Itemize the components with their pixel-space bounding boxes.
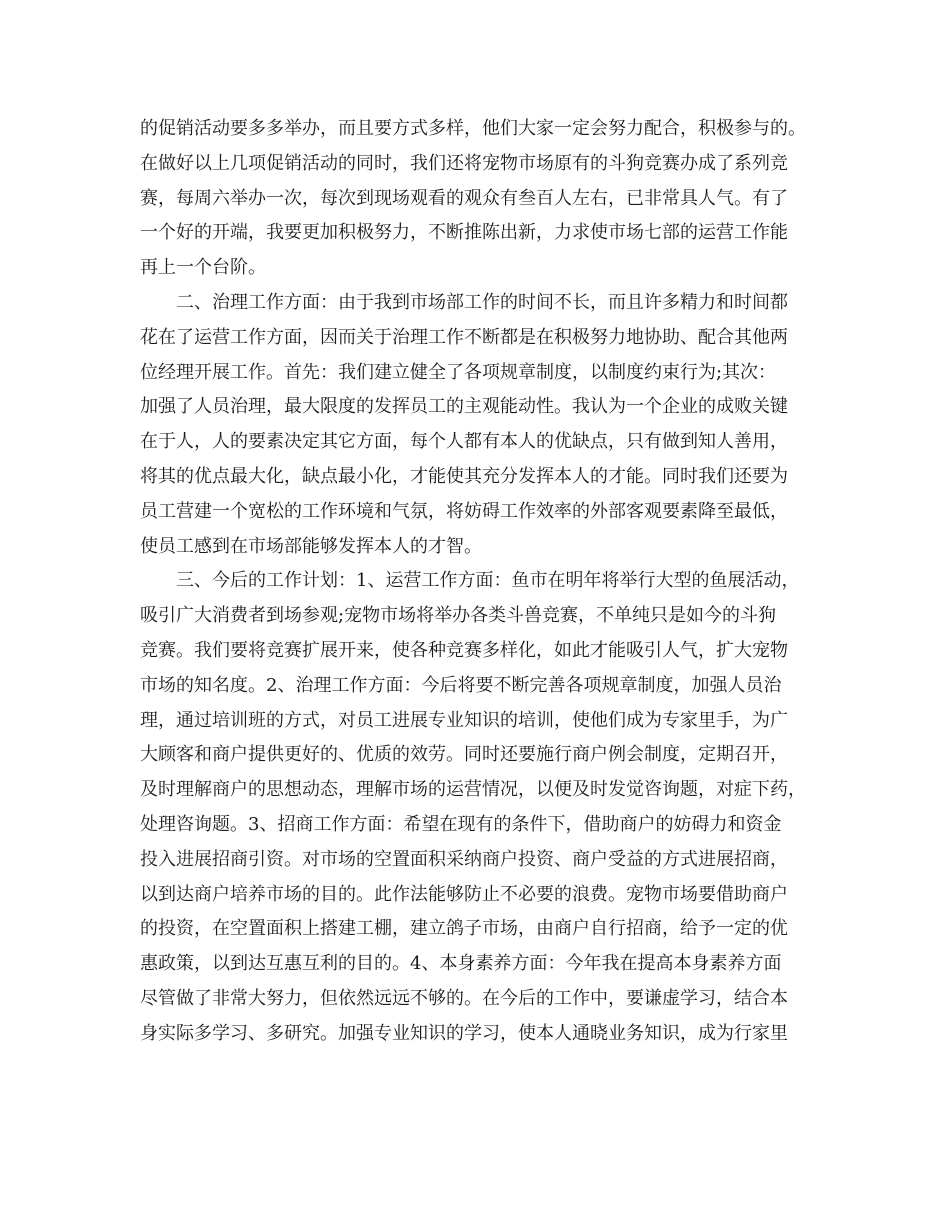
text-line: 投入进展招商引资。对市场的空置面积采纳商户投资、商户受益的方式进展招商， xyxy=(140,848,788,870)
text-line: 三、今后的工作计划：1、运营工作方面：鱼市在明年将举行大型的鱼展活动， xyxy=(140,570,800,592)
text-line: 以到达商户培养市场的目的。此作法能够防止不必要的浪费。宠物市场要借助商户 xyxy=(140,883,788,905)
text-line: 员工营建一个宽松的工作环境和气氛，将妨碍工作效率的外部客观要素降至最低， xyxy=(140,500,788,522)
text-line: 加强了人员治理，最大限度的发挥员工的主观能动性。我认为一个企业的成败关键 xyxy=(140,396,788,418)
text-line: 吸引广大消费者到场参观;宠物市场将举办各类斗兽竞赛，不单纯只是如今的斗狗 xyxy=(140,605,777,627)
text-line: 一个好的开端，我要更加积极努力，不断推陈出新，力求使市场七部的运营工作能 xyxy=(140,222,788,244)
text-line: 的促销活动要多多举办，而且要方式多样，他们大家一定会努力配合，积极参与的。 xyxy=(140,118,806,139)
text-line: 处理咨询题。3、招商工作方面：希望在现有的条件下，借助商户的妨碍力和资金 xyxy=(140,813,782,835)
text-line: 及时理解商户的思想动态，理解市场的运营情况，以便及时发觉咨询题，对症下药， xyxy=(140,779,806,801)
text-line: 身实际多学习、多研究。加强专业知识的学习，使本人通晓业务知识，成为行家里 xyxy=(140,1022,788,1044)
text-line: 将其的优点最大化，缺点最小化，才能使其充分发挥本人的才能。同时我们还要为 xyxy=(140,465,788,487)
text-line: 的投资，在空置面积上搭建工棚，建立鸽子市场，由商户自行招商，给予一定的优 xyxy=(140,918,788,940)
text-line: 在做好以上几项促销活动的同时，我们还将宠物市场原有的斗狗竞赛办成了系列竞 xyxy=(140,152,788,174)
text-line: 二、治理工作方面：由于我到市场部工作的时间不长，而且许多精力和时间都 xyxy=(140,291,788,313)
text-line: 花在了运营工作方面，因而关于治理工作不断都是在积极努力地协助、配合其他两 xyxy=(140,326,788,348)
text-line: 位经理开展工作。首先：我们建立健全了各项规章制度，以制度约束行为;其次： xyxy=(140,361,777,383)
text-line: 市场的知名度。2、治理工作方面：今后将要不断完善各项规章制度，加强人员治 xyxy=(140,674,782,696)
text-line: 再上一个台阶。 xyxy=(140,257,266,279)
body-text xyxy=(140,112,830,1052)
text-line: 赛，每周六举办一次，每次到现场观看的观众有叁百人左右，已非常具人气。有了 xyxy=(140,187,788,209)
text-line: 惠政策，以到达互惠互利的目的。4、本身素养方面：今年我在提高本身素养方面 xyxy=(140,953,782,975)
text-line: 使员工感到在市场部能够发挥本人的才智。 xyxy=(140,535,482,557)
text-line: 大顾客和商户提供更好的、优质的效劳。同时还要施行商户例会制度，定期召开， xyxy=(140,744,788,766)
text-line: 尽管做了非常大努力，但依然远远不够的。在今后的工作中，要谦虚学习，结合本 xyxy=(140,987,788,1009)
text-line: 理，通过培训班的方式，对员工进展专业知识的培训，使他们成为专家里手，为广 xyxy=(140,709,788,731)
text-line: 竞赛。我们要将竞赛扩展开来，使各种竞赛多样化，如此才能吸引人气，扩大宠物 xyxy=(140,639,788,661)
text-line: 在于人，人的要素决定其它方面，每个人都有本人的优缺点，只有做到知人善用， xyxy=(140,431,788,453)
